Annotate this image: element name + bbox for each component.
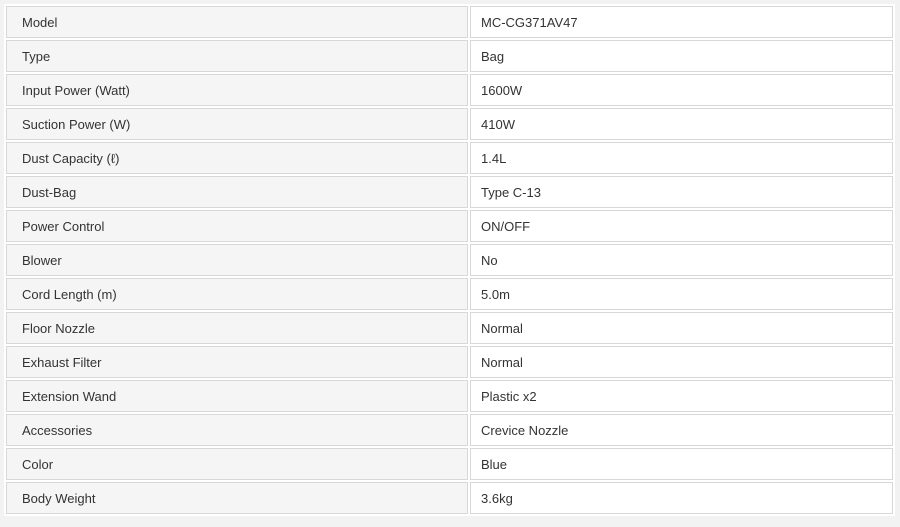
spec-value: ON/OFF — [470, 210, 893, 242]
spec-value: 5.0m — [470, 278, 893, 310]
spec-row-suction-power — [6, 108, 893, 140]
spec-row-body-weight — [6, 482, 893, 514]
spec-label: Cord Length (m) — [6, 278, 468, 310]
spec-label: Floor Nozzle — [6, 312, 468, 344]
spec-label: Suction Power (W) — [6, 108, 468, 140]
spec-label: Input Power (Watt) — [6, 74, 468, 106]
spec-value: Crevice Nozzle — [470, 414, 893, 446]
spec-value: Blue — [470, 448, 893, 480]
spec-value: Normal — [470, 346, 893, 378]
spec-value: Plastic x2 — [470, 380, 893, 412]
spec-label: Power Control — [6, 210, 468, 242]
spec-value: MC-CG371AV47 — [470, 6, 893, 38]
spec-row-type — [6, 40, 893, 72]
spec-row-accessories — [6, 414, 893, 446]
spec-value: 3.6kg — [470, 482, 893, 514]
spec-label: Color — [6, 448, 468, 480]
spec-label: Extension Wand — [6, 380, 468, 412]
spec-row-cord-length — [6, 278, 893, 310]
spec-label: Type — [6, 40, 468, 72]
spec-value: 1600W — [470, 74, 893, 106]
spec-label: Dust Capacity (ℓ) — [6, 142, 468, 174]
spec-label: Body Weight — [6, 482, 468, 514]
spec-row-dust-bag — [6, 176, 893, 208]
spec-row-power-control — [6, 210, 893, 242]
spec-row-input-power — [6, 74, 893, 106]
spec-value: Bag — [470, 40, 893, 72]
spec-value: 410W — [470, 108, 893, 140]
spec-value: Normal — [470, 312, 893, 344]
product-spec-table — [4, 4, 895, 516]
spec-label: Exhaust Filter — [6, 346, 468, 378]
spec-label: Blower — [6, 244, 468, 276]
spec-value: Type C-13 — [470, 176, 893, 208]
spec-row-model — [6, 6, 893, 38]
spec-label: Dust-Bag — [6, 176, 468, 208]
spec-value: No — [470, 244, 893, 276]
spec-row-blower — [6, 244, 893, 276]
spec-row-extension-wand — [6, 380, 893, 412]
spec-table-body — [6, 6, 893, 514]
spec-row-dust-capacity — [6, 142, 893, 174]
spec-label: Accessories — [6, 414, 468, 446]
spec-value: 1.4L — [470, 142, 893, 174]
spec-label: Model — [6, 6, 468, 38]
spec-row-floor-nozzle — [6, 312, 893, 344]
spec-row-exhaust-filter — [6, 346, 893, 378]
spec-row-color — [6, 448, 893, 480]
